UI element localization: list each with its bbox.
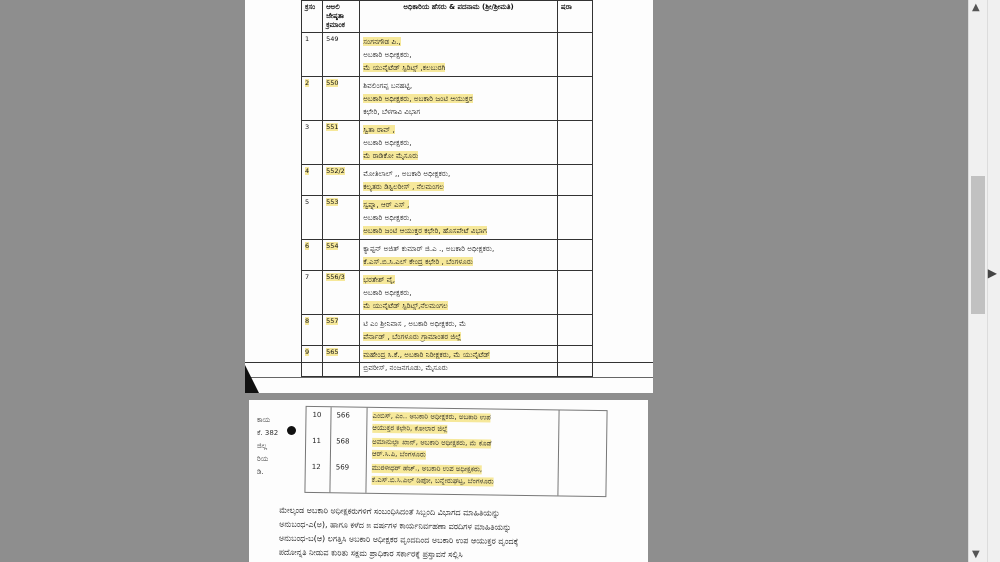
remarks-cell	[557, 121, 592, 165]
table-cell	[360, 315, 558, 346]
officer-detail-line	[363, 224, 554, 237]
officer-detail-line: ಮುರಳೀಧರ್ ಹೆಚ್., ಅಬಕಾರಿ ಉಪ ಅಧೀಕ್ಷಕರು,	[371, 463, 483, 474]
officer-detail-line: ಎಂಬಿಸ್, ಎಂ.. ಅಬಕಾರಿ ಅಧೀಕ್ಷಕರು, ಅಬಕಾರಿ ಉಪ	[372, 411, 491, 422]
table-cell	[302, 77, 323, 121]
serial-number: 9	[305, 348, 310, 356]
table-cell	[302, 33, 323, 77]
table-cell	[360, 271, 558, 315]
table-cell	[323, 196, 360, 240]
officer-detail-line	[363, 330, 554, 343]
table-cell	[360, 121, 558, 165]
document-page-1	[245, 0, 653, 393]
officer-detail-line	[363, 348, 554, 361]
officer-detail-line	[363, 149, 554, 162]
serial-number: 7	[305, 273, 310, 281]
officer-detail-line	[363, 35, 554, 48]
highlighted-text: ಭರತೇಶ್ ವೈ,	[363, 275, 396, 284]
table-row	[302, 121, 593, 165]
margin-note: ಡಿ.	[257, 468, 264, 476]
serial-number: 5	[305, 198, 310, 206]
officer-detail-line: ಅಬಕಾರಿ ಅಧೀಕ್ಷಕರು,	[363, 288, 412, 297]
remarks-cell	[557, 346, 592, 377]
officer-detail-line	[363, 299, 554, 312]
table-row	[302, 165, 593, 196]
table-cell	[360, 196, 558, 240]
officer-detail-line	[363, 61, 554, 74]
col-line	[365, 408, 367, 493]
officer-detail-line: ಅಬಕಾರಿ ಅಧೀಕ್ಷಕರು,	[363, 50, 412, 59]
remarks-cell	[557, 271, 592, 315]
document-page-2	[249, 400, 648, 562]
table-cell	[302, 240, 323, 271]
header-seniority: ಆಅಲಿ ಜೇಷ್ಠತಾ ಕ್ರಮಾಂಕ	[323, 1, 360, 33]
col-line	[557, 410, 559, 495]
vertical-scrollbar[interactable]	[968, 0, 1000, 562]
serial-number: 6	[305, 242, 310, 250]
table-row	[302, 196, 593, 240]
officer-detail-line: ಕೆ.ಎಸ್.ಬಿ.ಸಿ.ಎಲ್ ಡಿಪೋ, ಬನ್ನೇರುಘಟ್ಟ, ಬೆಂಗಳೂರು	[371, 475, 494, 486]
table-cell	[302, 315, 323, 346]
officer-detail-line: ಬ್ರಿವರೀಸ್, ನಂಜನಗೂಡು, ಮೈಸೂರು	[363, 363, 448, 372]
margin-notes	[257, 414, 278, 479]
highlighted-text: ಸ್ವಪ್ನಾ, ಆರ್ ಎಸ್ ,	[363, 200, 410, 209]
table-cell	[323, 165, 360, 196]
seniority-number: 557	[326, 317, 339, 325]
serial-number: 8	[305, 317, 310, 325]
officer-detail-line	[363, 198, 554, 211]
page-rule	[245, 362, 653, 363]
table-cell	[323, 240, 360, 271]
serial-number: 12	[311, 462, 321, 472]
remarks-cell	[557, 196, 592, 240]
header-serial: ಕ್ರಸಂ	[302, 1, 323, 33]
officer-detail-line: ಆರ್.ಸಿ.ಪಿ, ಬೆಂಗಳೂರು	[371, 449, 426, 459]
seniority-number: 568	[336, 437, 350, 446]
officer-detail-line: ಕಛೇರಿ, ಬೆಳಗಾವಿ ವಿಭಾಗ	[363, 107, 421, 116]
table-cell	[360, 165, 558, 196]
paragraph-line: ಪದೋನ್ನತಿ ನೀಡುವ ಕುರಿತು ಸಕ್ಷಮ ಪ್ರಾಧಿಕಾರ ಸರ್ಕಾರಕ್ಕೆ ಪ್ರಸ್ತಾವನೆ ಸಲ್ಲಿಸಿ	[278, 547, 463, 560]
table-cell	[323, 315, 360, 346]
table-row	[302, 33, 593, 77]
officer-detail-line: ಅಬಕಾರಿ ಅಧೀಕ್ಷಕರು,	[363, 138, 412, 147]
table-cell	[360, 240, 558, 271]
page-rule-lower	[245, 377, 653, 378]
margin-note: ರಿಯ	[257, 455, 269, 463]
table-row	[302, 346, 593, 377]
remarks-cell	[557, 33, 592, 77]
col-line	[329, 407, 331, 492]
chevron-right-icon[interactable]: ▶	[987, 266, 997, 280]
seniority-number: 550	[326, 79, 339, 87]
table-cell	[323, 33, 360, 77]
officer-detail-line: ಆಯುಕ್ತರ ಕಛೇರಿ, ಕೋಲಾರ ಜಿಲ್ಲೆ	[372, 423, 448, 433]
highlighted-text: ಮೆ ಯುನೈಟೆಡ್ ಸ್ಪಿರಿಟ್ಸ್,ನೆಲಮಂಗಲ	[363, 301, 448, 310]
table-row	[302, 271, 593, 315]
officer-detail-line	[363, 92, 554, 105]
officer-detail-line: ಮೋತಿಲಾಲ್ ,, ಅಬಕಾರಿ ಅಧೀಕ್ಷಕರು,	[363, 169, 451, 178]
table-cell	[323, 346, 360, 377]
serial-number: 3	[305, 123, 310, 131]
officer-detail-line: ಅಮಾನುಲ್ಲಾ ಖಾನ್, ಅಬಕಾರಿ ಅಧೀಕ್ಷಕರು, ಮೆ ಕೊಡೆ	[372, 437, 492, 448]
officer-detail-line	[363, 123, 554, 136]
seniority-number: 569	[335, 463, 350, 472]
serial-number: 1	[305, 35, 310, 43]
serial-number: 4	[305, 167, 310, 175]
officer-detail-line	[363, 273, 554, 286]
highlighted-text: ಕೆ.ಎಸ್.ಬಿ.ಸಿ.ಎಲ್ ಕೇಂದ್ರ ಕಛೇರಿ , ಬೆಂಗಳೂರು	[363, 257, 473, 266]
remarks-cell	[557, 315, 592, 346]
serial-number: 10	[312, 410, 322, 420]
seniority-number: 556/3	[326, 273, 345, 281]
seniority-number: 551	[326, 123, 339, 131]
highlighted-text: ಅಬಕಾರಿ ಜಂಟಿ ಆಯುಕ್ತರ ಕಛೇರಿ, ಹೊಸಪೇಟೆ ವಿಭಾಗ	[363, 226, 487, 235]
continued-table	[304, 406, 607, 497]
table-cell	[360, 346, 558, 377]
officer-detail-line: ಶಿವಲಿಂಗಪ್ಪ ಬನಹಟ್ಟಿ,	[363, 81, 413, 90]
highlighted-text: ಮೆ ರಾಡಿಕೋ ಮೈಸೂರು	[363, 151, 419, 160]
remarks-cell	[557, 240, 592, 271]
highlighted-text: ಸ್ವಿತಾ ರಾವ್ ,	[363, 125, 395, 134]
margin-note: ಕೆ. 382	[257, 429, 279, 437]
highlighted-text: ಪೆರ್ನಾಡ್ , ಬೆಂಗಳೂರು ಗ್ರಾಮಾಂತರ ಜಿಲ್ಲೆ	[363, 332, 462, 341]
seniority-number: 552/2	[326, 167, 345, 175]
serial-number: 11	[312, 436, 322, 446]
table-header-row	[302, 1, 593, 33]
table-cell	[302, 121, 323, 165]
highlighted-text: ಅಬಕಾರಿ ಅಧೀಕ್ಷಕರು, ಅಬಕಾರಿ ಜಂಟಿ ಆಯುಕ್ತರ	[363, 94, 473, 103]
margin-note: ಕಾಯ	[257, 416, 271, 424]
chevron-down-icon[interactable]: ▼	[972, 549, 980, 560]
table-cell	[323, 271, 360, 315]
paragraph-line: ಮೇಲ್ಕಂಡ ಅಬಕಾರಿ ಅಧೀಕ್ಷಕರುಗಳಿಗೆ ಸಂಬಂಧಿಸಿದಂತೆ ಸಿಬ್ಬಂದಿ ವಿಭಾಗದ ಮಾಹಿತಿಯನ್ನು	[279, 505, 501, 518]
remarks-cell	[557, 165, 592, 196]
seniority-number: 566	[336, 411, 350, 420]
table-cell	[360, 77, 558, 121]
table-cell	[323, 77, 360, 121]
punch-hole	[287, 426, 296, 435]
highlighted-text: ಮಹೇಂದ್ರ ಸಿ.ಕೆ., ಅಬಕಾರಿ ನಿರೀಕ್ಷಕರು, ಮೆ ಯುನೈಟೆಡ್	[363, 350, 491, 359]
scrollbar-thumb[interactable]	[971, 176, 985, 314]
margin-note: ಜಿಲ್ಲ	[257, 442, 268, 450]
highlighted-text: ಕಲ್ಯತರು ಡಿಸ್ಟಿಲರೀಸ್ , ನೆಲಮಂಗಲ	[363, 182, 444, 191]
table-cell	[302, 165, 323, 196]
header-remarks: ಷರಾ	[557, 1, 592, 33]
table-row	[302, 315, 593, 346]
officers-table	[301, 0, 593, 377]
table-row	[302, 240, 593, 271]
officer-detail-line	[363, 180, 554, 193]
table-cell	[302, 271, 323, 315]
table-cell	[302, 346, 323, 377]
highlighted-text: ಸಂಗನಗೌಡ ಪಿ.,	[363, 37, 401, 46]
seniority-number: 549	[326, 35, 339, 43]
table-cell	[323, 121, 360, 165]
highlighted-text: ಮೆ ಯುನೈಟೆಡ್ ಸ್ಪಿರಿಟ್ಸ್ ,ಕಲಬುರಗಿ	[363, 63, 446, 72]
scrollbar-divider	[987, 0, 988, 562]
officer-detail-line: ಅಬಕಾರಿ ಅಧೀಕ್ಷಕರು,	[363, 213, 412, 222]
paragraph-line: ಅನುಬಂಧ-ಎ(ಅ), ಹಾಗೂ ಕಳೆದ ೫ ವರ್ಷಗಳ ಕಾರ್ಯನಿರ್ವಹಣಾ ವರದಿಗಳ ಮಾಹಿತಿಯನ್ನು	[279, 519, 512, 532]
officer-detail-line	[363, 255, 554, 268]
body-paragraph	[279, 504, 620, 562]
remarks-cell	[557, 77, 592, 121]
table-cell	[360, 33, 558, 77]
scan-corner-mark	[245, 365, 259, 393]
table-row	[302, 77, 593, 121]
seniority-number: 553	[326, 198, 339, 206]
serial-number: 2	[305, 79, 310, 87]
header-name-designation: ಅಧಿಕಾರಿಯ ಹೆಸರು & ಪದನಾಮ (ಶ್ರೀ/ಶ್ರೀಮತಿ)	[360, 1, 558, 33]
chevron-up-icon[interactable]: ▲	[972, 2, 980, 13]
paragraph-line: ಅನುಬಂಧ-ಬ(ಆ) ಲಗತ್ತಿಸಿ ಅಬಕಾರಿ ಅಧೀಕ್ಷಕರ ವೃಂದದಿಂದ ಅಬಕಾರಿ ಉಪ ಆಯುಕ್ತರ ವೃಂದಕ್ಕೆ	[278, 533, 519, 546]
seniority-number: 554	[326, 242, 339, 250]
officer-detail-line: ಟಿ ಎಂ ಶ್ರೀನಿವಾಸ , ಅಬಕಾರಿ ಅಧೀಕ್ಷಕರು, ಮೆ	[363, 319, 467, 328]
officer-detail-line: ಕ್ಯಾಪ್ಟನ್ ಅಜಿತ್ ಕುಮಾರ್ ಜಿ.ಎ ., ಅಬಕಾರಿ ಅಧೀಕ್ಷಕರು,	[363, 244, 495, 253]
table-cell	[302, 196, 323, 240]
seniority-number: 565	[326, 348, 339, 356]
